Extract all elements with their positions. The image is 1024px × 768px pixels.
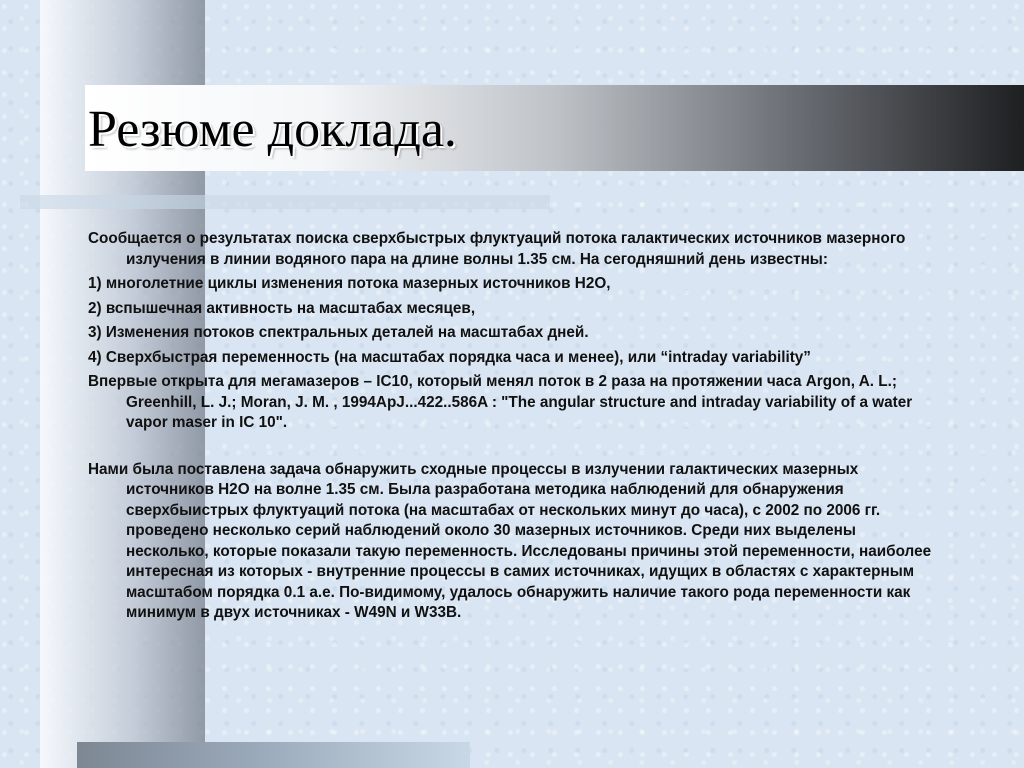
paragraph-task: Нами была поставлена задача обнаружить сходные процессы в излучении галактических мазерных источников H2O на волне 1.35 см. Была разработана методика наблюдений для обнаружения сверхбыистрых флуктуаций потока (на масштабах от нескольких минут до часа), с 2002 по 2006 гг. проведено несколько серий наблюдений около 30 мазерных источников. Среди них выделены несколько, которые показали такую переменность. Исследованы причины этой переменности, наиболее интересная из которых - внутренние процессы в самих источниках, идущих в областях с характерным масштабом порядка 0.1 а.е. По-видимому, удалось обнаружить наличие такого рода переменности как минимум в двух источниках - W49N и W33B. [88,460,932,621]
paragraph-item-4: 4) Сверхбыстрая переменность (на масштабах порядка часа и менее), или “intraday variability” [88,348,811,366]
paragraph-item-2: 2) вспышечная активность на масштабах месяцев, [88,299,476,317]
paragraph-item-3: 3) Изменения потоков спектральных деталей на масштабах дней. [88,324,589,341]
slide-title: Резюме доклада. [88,101,457,158]
paragraph-item-1: 1) многолетние циклы изменения потока мазерных источников H2O, [88,275,611,292]
decorative-faint-bar [20,195,550,209]
paragraph-discovery: Впервые открыта для мегамазеров – IC10, который менял поток в 2 раза на протяжении часа Argon, A. L.; Greenhill, L. J.; Moran, J. M. , 1994ApJ...422..586A : "The angular structure and intraday variability of a water vapor maser in IC 10". [88,373,913,431]
paragraph-intro: Сообщается о результатах поиска сверхбыстрых флуктуаций потока галактических источников мазерного излучения в линии водяного пара на длине волны 1.35 см. На сегодняшний день известны: [88,230,906,268]
slide-content [88,229,938,628]
decorative-bottom-bar [77,742,470,768]
